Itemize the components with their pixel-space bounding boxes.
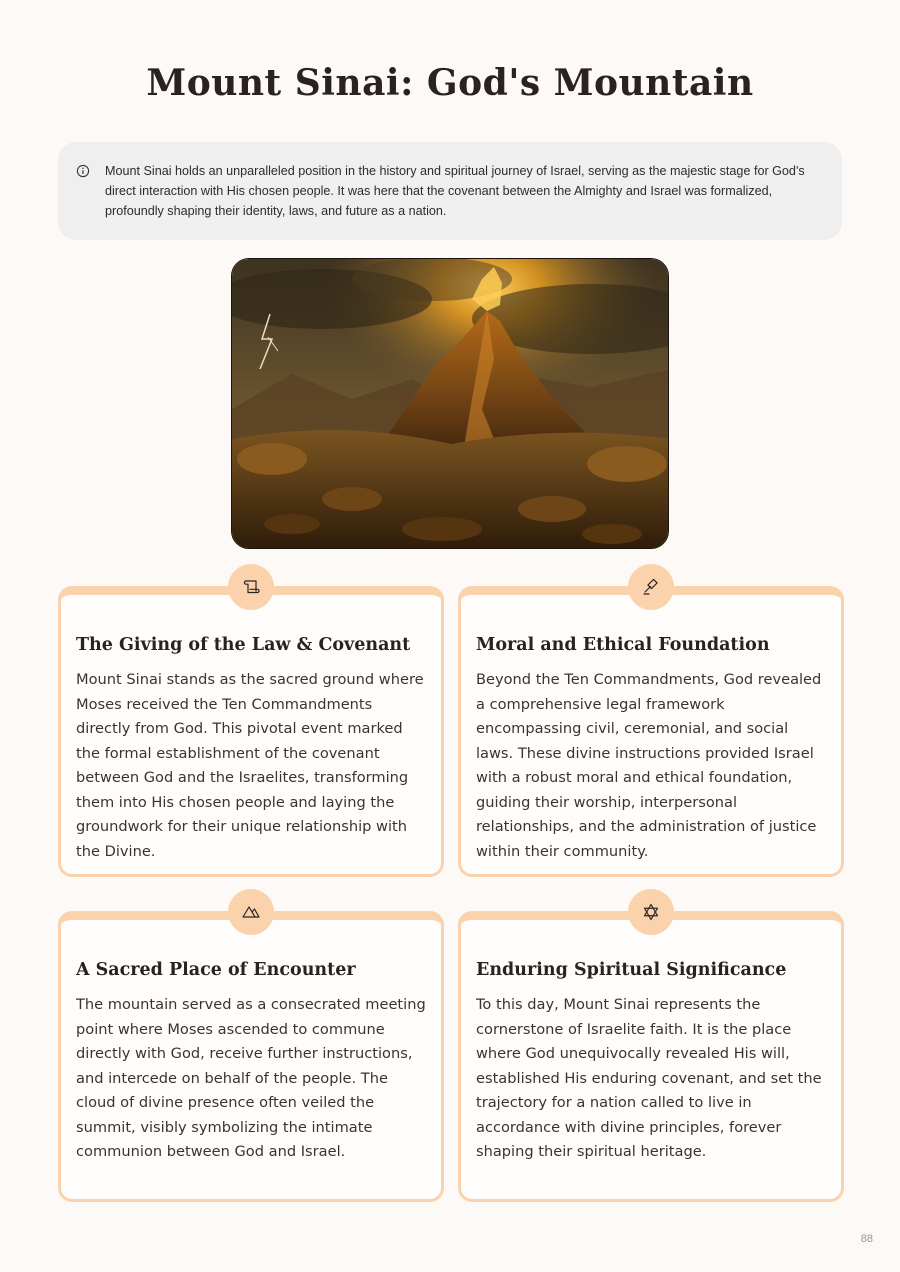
intro-text: Mount Sinai holds an unparalleled position in the history and spiritual journey of Israel, serving as the majestic stage for God's direct interaction with His chosen people. It was here that the covenant between the Almighty and Israel was formalized, profoundly shaping their identity, laws, and future as a nation. xyxy=(105,164,805,218)
page-title: Mount Sinai: God's Mountain xyxy=(146,62,754,104)
card-giving-of-law xyxy=(58,586,444,877)
info-icon xyxy=(76,164,90,178)
card-spiritual-significance xyxy=(458,911,844,1202)
card-badge xyxy=(628,564,674,610)
gavel-icon xyxy=(641,577,661,597)
mount-sinai-illustration xyxy=(231,258,669,549)
card-title: The Giving of the Law & Covenant xyxy=(76,635,411,655)
mountain-icon xyxy=(241,902,261,922)
card-text: To this day, Mount Sinai represents the cornerstone of Israelite faith. It is the place where God unequivocally revealed His will, established His enduring covenant, and set the trajectory for a nation called to live in accordance with divine principles, forever shaping their spiritual heritage. xyxy=(476,996,822,1160)
card-title: Enduring Spiritual Significance xyxy=(476,960,787,980)
star-of-david-icon xyxy=(641,902,661,922)
card-title: A Sacred Place of Encounter xyxy=(76,960,356,980)
card-moral-foundation xyxy=(458,586,844,877)
card-title: Moral and Ethical Foundation xyxy=(476,635,770,655)
card-text: The mountain served as a consecrated meeting point where Moses ascended to commune directly with God, receive further instructions, and intercede on behalf of the people. The cloud of divine presence often veiled the summit, visibly symbolizing the intimate communion between God and Israel. xyxy=(76,996,426,1160)
card-badge xyxy=(628,889,674,935)
intro-callout xyxy=(58,142,842,240)
card-badge xyxy=(228,889,274,935)
card-text: Beyond the Ten Commandments, God revealed a comprehensive legal framework encompassing civil, ceremonial, and social laws. These divine instructions provided Israel with a robust moral and ethical foundation, guiding their worship, interpersonal relationships, and the administration of justice within their community. xyxy=(476,671,822,860)
card-text: Mount Sinai stands as the sacred ground where Moses received the Ten Commandments directly from God. This pivotal event marked the formal establishment of the covenant between God and the Israelites, transforming them into His chosen people and laying the groundwork for their unique relationship with the Divine. xyxy=(76,671,424,860)
scroll-icon xyxy=(241,577,261,597)
card-badge xyxy=(228,564,274,610)
card-sacred-encounter xyxy=(58,911,444,1202)
page-number: 88 xyxy=(860,1233,873,1245)
